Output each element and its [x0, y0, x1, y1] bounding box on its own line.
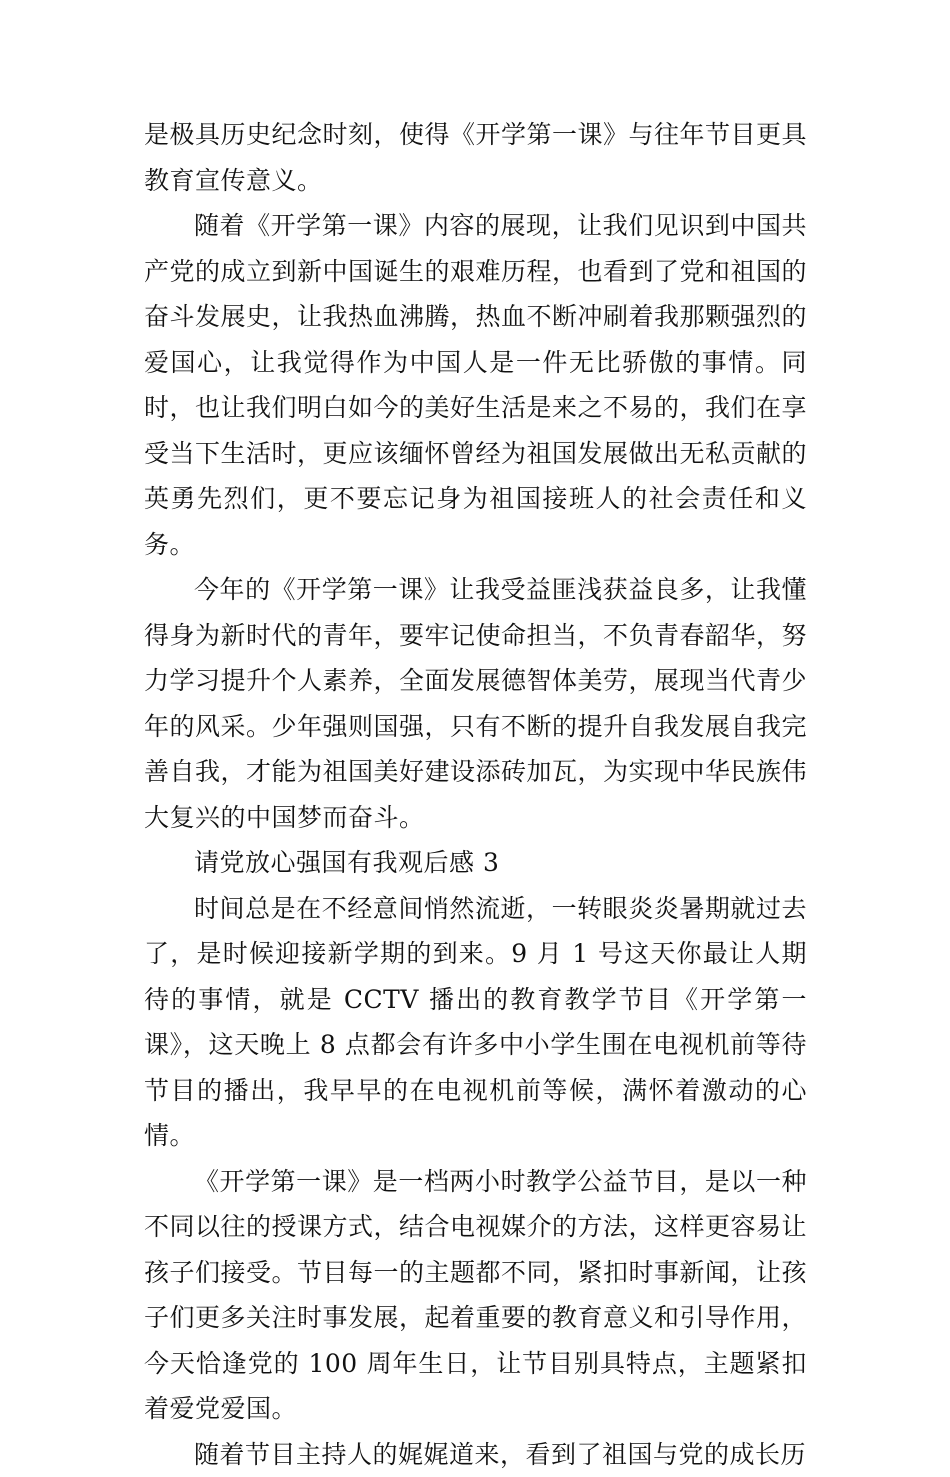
paragraph-new-semester: 时间总是在不经意间悄然流逝，一转眼炎炎暑期就过去了，是时候迎接新学期的到来。9 月 1 号这天你最让人期待的事情，就是 CCTV 播出的教育教学节目《开学第一课》，这天晚上 8 点都会有许多中小学生围在电视机前等待节目的播出，我早早的在电视机前等候，满怀着激动的心情。	[144, 886, 807, 1159]
document-body	[144, 112, 807, 1477]
section-heading: 请党放心强国有我观后感 3	[144, 840, 807, 886]
paragraph-program-content: 随着《开学第一课》内容的展现，让我们见识到中国共产党的成立到新中国诞生的艰难历程，也看到了党和祖国的奋斗发展史，让我热血沸腾，热血不断冲刷着我那颗强烈的爱国心，让我觉得作为中国人是一件无比骄傲的事情。同时，也让我们明白如今的美好生活是来之不易的，我们在享受当下生活时，更应该缅怀曾经为祖国发展做出无私贡献的英勇先烈们，更不要忘记身为祖国接班人的社会责任和义务。	[144, 203, 807, 567]
paragraph-benefit: 今年的《开学第一课》让我受益匪浅获益良多，让我懂得身为新时代的青年，要牢记使命担当，不负青春韶华，努力学习提升个人素养，全面发展德智体美劳，展现当代青少年的风采。少年强则国强，只有不断的提升自我发展自我完善自我，才能为祖国美好建设添砖加瓦，为实现中华民族伟大复兴的中国梦而奋斗。	[144, 567, 807, 840]
paragraph-continuation: 是极具历史纪念时刻，使得《开学第一课》与往年节目更具教育宣传意义。	[144, 112, 807, 203]
paragraph-host-narration: 随着节目主持人的娓娓道来，看到了祖国与党的成长历	[144, 1432, 807, 1477]
paragraph-program-intro: 《开学第一课》是一档两小时教学公益节目，是以一种不同以往的授课方式，结合电视媒介的方法，这样更容易让孩子们接受。节目每一的主题都不同，紧扣时事新闻，让孩子们更多关注时事发展，起着重要的教育意义和引导作用，今天恰逢党的 100 周年生日，让节目别具特点，主题紧扣着爱党爱国。	[144, 1159, 807, 1432]
